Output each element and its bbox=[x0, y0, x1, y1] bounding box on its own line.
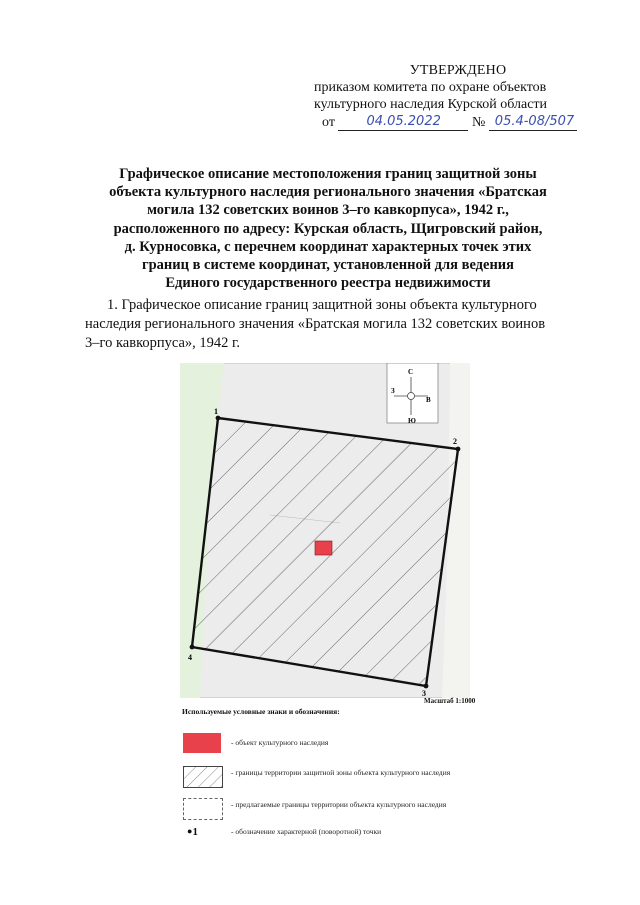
approval-line-2: культурного наследия Курской области bbox=[314, 97, 548, 112]
vertex-label-2: 2 bbox=[453, 437, 457, 446]
map-scale: Масштаб 1:1000 bbox=[424, 697, 476, 705]
vertex-4 bbox=[190, 645, 195, 650]
compass bbox=[387, 363, 438, 425]
title-line-7: Единого государственного реестра недвижимости bbox=[165, 275, 491, 292]
title-line-6: границ в системе координат, установленной для ведения bbox=[141, 257, 515, 274]
section-paragraph bbox=[85, 296, 585, 353]
vertex-3 bbox=[424, 684, 429, 689]
vertex-2 bbox=[456, 447, 461, 452]
dot-icon: ● bbox=[187, 826, 193, 836]
title-line-4: расположенного по адресу: Курская область, Щигровский район, bbox=[113, 220, 543, 237]
vertex-label-3: 3 bbox=[422, 689, 426, 698]
order-number: 05.4-08/507 bbox=[494, 114, 575, 129]
number-field bbox=[489, 115, 577, 131]
vertex-label-4: 4 bbox=[188, 653, 192, 662]
title-line-1: Графическое описание местоположения границ защитной зоны bbox=[119, 166, 537, 182]
compass-west: З bbox=[391, 387, 395, 395]
vertex-label-1: 1 bbox=[214, 407, 218, 416]
paragraph-line-1: 1. Графическое описание границ защитной зоны объекта культурного bbox=[107, 297, 537, 313]
vertex-1 bbox=[216, 416, 221, 421]
paragraph-line-3: 3–го кавкорпуса», 1942 г. bbox=[85, 335, 240, 351]
order-date: 04.05.2022 bbox=[366, 114, 441, 129]
legend-text-protection-zone: - границы территории защитной зоны объекта культурного наследия bbox=[231, 768, 451, 777]
compass-south: Ю bbox=[408, 417, 416, 425]
from-label: от bbox=[322, 115, 335, 130]
title-line-5: д. Курносовка, с перечнем координат характерных точек этих bbox=[124, 238, 532, 255]
legend-text-point: - обозначение характерной (поворотной) точки bbox=[231, 827, 382, 836]
paragraph-line-2: наследия регионального значения «Братская могила 132 советских воинов bbox=[85, 316, 546, 332]
number-label: № bbox=[471, 115, 486, 130]
legend-swatch-hatch bbox=[183, 766, 223, 788]
cultural-heritage-object bbox=[315, 541, 332, 555]
approval-line-1: приказом комитета по охране объектов bbox=[314, 80, 547, 95]
legend-text-object: - объект культурного наследия bbox=[231, 738, 329, 747]
compass-north: С bbox=[408, 368, 414, 376]
order-details bbox=[322, 115, 577, 131]
approval-block bbox=[308, 62, 608, 113]
legend-swatch-object bbox=[183, 733, 221, 753]
approved-heading: УТВЕРЖДЕНО bbox=[409, 63, 507, 78]
document-title bbox=[86, 165, 570, 292]
legend-swatch-dashed bbox=[183, 798, 223, 820]
compass-east: В bbox=[426, 396, 431, 404]
boundary-map bbox=[180, 363, 470, 698]
legend-title: Используемые условные знаки и обозначения: bbox=[182, 707, 340, 716]
title-line-2: объекта культурного наследия регионального значения «Братская bbox=[109, 184, 547, 201]
title-line-3: могила 132 советских воинов 3–го кавкорпуса», 1942 г., bbox=[147, 202, 509, 219]
legend-point-number: 1 bbox=[192, 826, 198, 838]
legend-point-symbol bbox=[187, 826, 198, 838]
legend-text-proposed: - предлагаемые границы территории объекта культурного наследия bbox=[231, 800, 447, 809]
date-field bbox=[338, 115, 468, 131]
